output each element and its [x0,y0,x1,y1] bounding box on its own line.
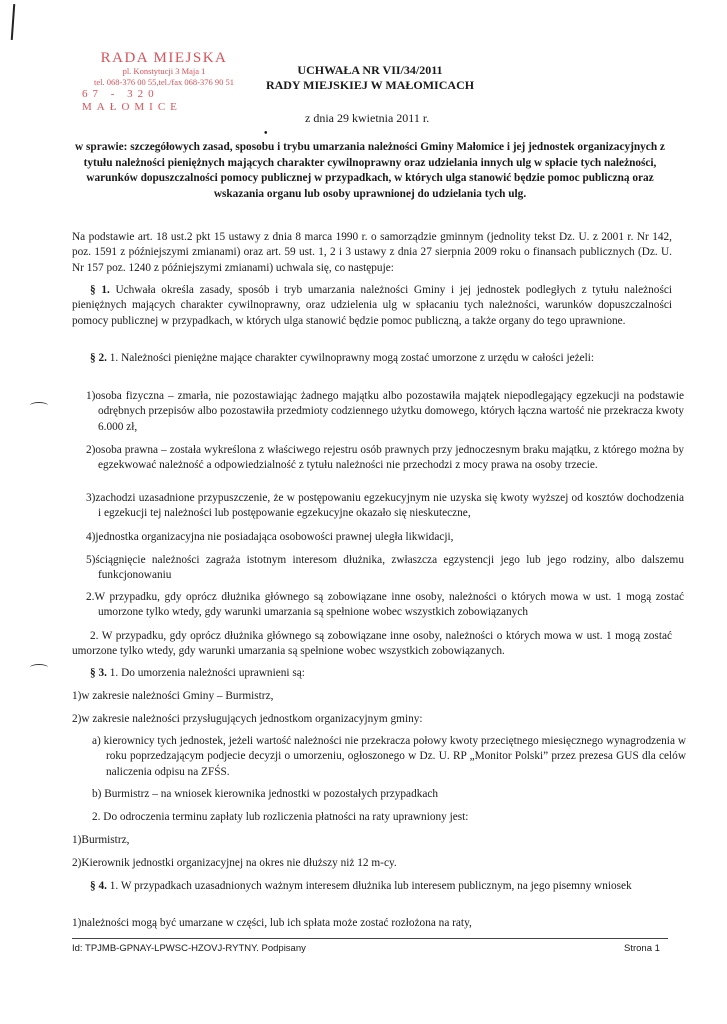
paragraph-2-intro-text: 1. Należności pieniężne mające charakter cywilnoprawny mogą zostać umorzone z urzędu w całości jeżeli: [106,352,595,364]
list-item: 3)zachodzi uzasadnione przypuszczenie, że w postępowaniu egzekucyjnym nie uzyska się kwoty wyższej od kosztów dochodzenia i egzekucji tej należności lub postępowanie egzekucyjne okazało się nieskuteczne, [86,492,684,520]
list-item: 1)należności mogą być umarzane w części, lub ich spłata może zostać rozłożona na raty, [72,917,472,929]
stamp-title: RADA MIEJSKA [100,50,228,66]
paragraph-3-mark: § 3. [90,667,107,679]
ink-dot: • [264,128,268,139]
stamp-city: 67 - 320 MAŁOMICE [82,88,182,113]
list-item: 1)osoba fizyczna – zmarła, nie pozostawiając żadnego majątku albo pozostawiła majątek niepodlegający egzekucji na podstawie odrębnych przepisów albo pozostawiła przedmioty codziennego użytku domowego, których łączna wartość nie przekracza kwoty 6.000 zł, [86,390,684,433]
list-item: 2)Kierownik jednostki organizacyjnej na okres nie dłuższy niż 12 m-cy. [72,857,397,869]
resolution-body: RADY MIEJSKIEJ W MAŁOMICACH [265,78,475,92]
list-item: 2.W przypadku, gdy oprócz dłużnika głównego są zobowiązane inne osoby, należności o których mowa w ust. 1 mogą zostać umorzone tylko wtedy, gdy warunki umarzania są spełnione wobec wszystkich zobowiązanych [86,591,684,619]
paragraph-2-repeat: 2. W przypadku, gdy oprócz dłużnika głównego są zobowiązane inne osoby, należności o których mowa w ust. 1 mogą zostać umorzone tylko wtedy, gdy warunki umarzania są spełnione wobec wszystkich zobowiązanych. [72,630,672,658]
paragraph-3-intro [72,666,672,681]
paragraph-4-intro-text: 1. W przypadkach uzasadnionych ważnym interesem dłużnika lub interesem publicznym, na jego pisemny wniosek [106,880,632,892]
list-item: 2. Do odroczenia terminu zapłaty lub rozliczenia płatności na raty uprawniony jest: [92,811,469,823]
margin-pen-mark [11,4,16,40]
stamp-address: pl. Konstytucji 3 Maja 1 [122,66,206,76]
paragraph-1 [72,283,672,329]
list-item: b) Burmistrz – na wniosek kierownika jednostki w pozostałych przypadkach [92,788,439,800]
page-number: Strona 1 [624,943,660,954]
paragraph-2-mark: § 2. [90,352,107,364]
paragraph-3-intro-text: 1. Do umorzenia należności uprawnieni są: [106,667,305,679]
list-item: 4)jednostka organizacyjna nie posiadająca osobowości prawnej uległa likwidacji, [86,531,454,543]
list-item: 5)ściągnięcie należności zagraża istotnym interesom dłużnika, zwłaszcza egzystencji jego lub jego rodziny, albo dalszemu funkcjonowaniu [86,554,684,582]
list-item: 2)osoba prawna – została wykreślona z właściwego rejestru osób prawnych przy jednoczesnym braku majątku, z którego można by egzekwować należność a odpowiedzialność z tytułu należności nie przechodzi z mocy prawa na osoby trzecie. [86,444,684,472]
paragraph-2-intro [72,351,672,366]
paragraph-1-mark: § 1. [90,284,110,296]
punch-hole-mark [30,664,48,671]
list-item: 2)w zakresie należności przysługujących jednostkom organizacyjnym gminy: [72,713,423,725]
resolution-date: z dnia 29 kwietnia 2011 r. [305,111,430,125]
footer-divider [72,938,668,939]
preamble: Na podstawie art. 18 ust.2 pkt 15 ustawy z dnia 8 marca 1990 r. o samorządzie gminnym (jednolity tekst Dz. U. z 2001 r. Nr 142, poz. 1591 z późniejszymi zmianami) oraz art. 59 ust. 1, 2 i 3 ustawy z dnia 27 sierpnia 2009 roku o finansach publicznych (Dz. U. Nr 157 poz. 1240 z późniejszymi zmianami) uchwala się, co następuje: [72,231,672,274]
paragraph-4-mark: § 4. [90,880,107,892]
list-item: 1)w zakresie należności Gminy – Burmistrz, [72,690,274,702]
stamp-phone: tel. 068-376 00 55,tel./fax 068-376 90 51 [94,77,234,87]
document-id: Id: TPJMB-GPNAY-LPWSC-HZOVJ-RYTNY. Podpisany [72,943,306,954]
list-item: 1)Burmistrz, [72,834,130,846]
resolution-subject: w sprawie: szczegółowych zasad, sposobu i trybu umarzania należności Gminy Małomice i jej jednostek organizacyjnych z tytułu należności pieniężnych mających charakter cywilnoprawny oraz udzielania innych ulg w spłacie tych należności, warunków dopuszczalności pomocy publicznej w przypadkach, w których ulga stanowić będzie pomoc publiczną oraz wskazania organu lub osoby uprawnionej do udzielania tych ulg. [75,141,665,200]
paragraph-4-intro [72,879,672,894]
punch-hole-mark [30,402,48,409]
list-item: a) kierownicy tych jednostek, jeżeli wartość należności nie przekracza połowy kwoty przeciętnego miesięcznego wynagrodzenia w roku poprzedzającym podjecie decyzji o umorzeniu, ogłoszonego w Dz. U. RP „Monitor Polski” przez prezesa GUS dla celów naliczenia odpisu na ZFŚS. [92,735,686,778]
resolution-title: UCHWAŁA NR VII/34/2011 [297,63,443,77]
resolution-header [250,63,490,93]
paragraph-1-text: Uchwała określa zasady, sposób i tryb umarzania należności Gminy i jej jednostek podległych z tytułu należności pieniężnych mających charakter cywilnoprawny, oraz udzielenia ulg w spłacaniu tych należności, warunków dopuszczalności pomocy publicznej w przypadkach, w których ulga stanowić będzie pomoc publiczną, a także organy do tego uprawnione. [72,284,672,327]
council-stamp [78,50,250,114]
